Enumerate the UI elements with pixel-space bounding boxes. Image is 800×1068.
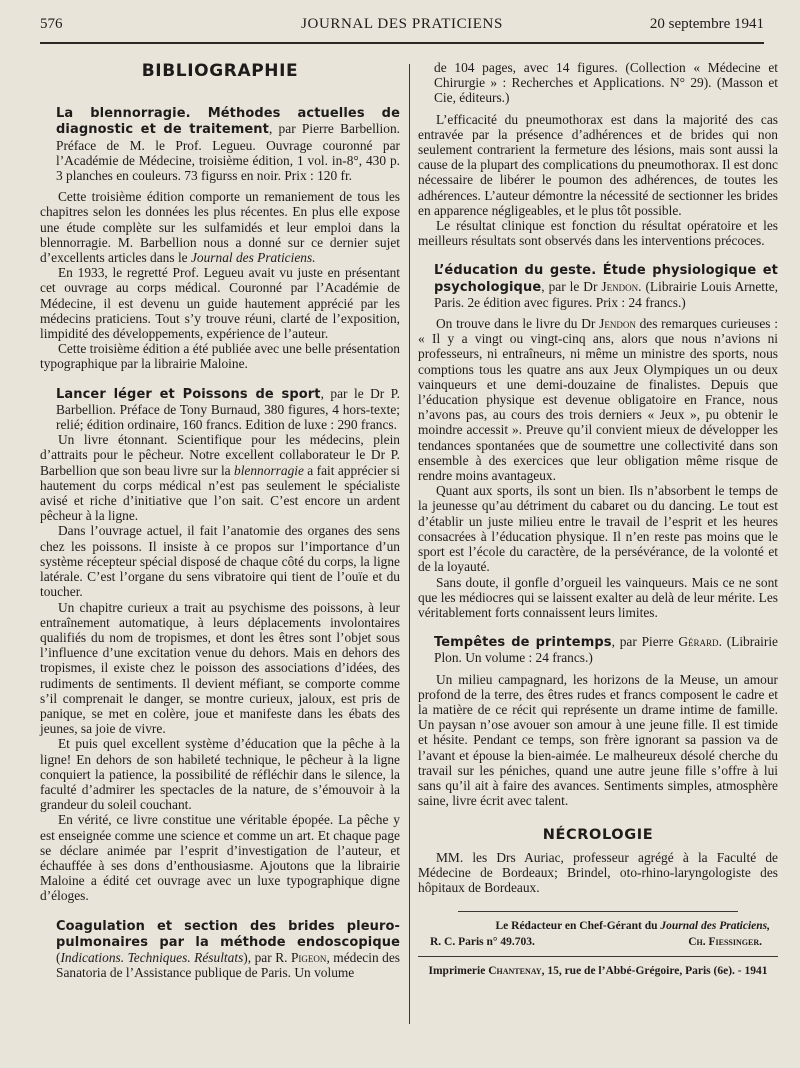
right-column (418, 60, 778, 979)
page-footer (418, 911, 778, 979)
page-header (40, 16, 764, 40)
printer-line: Imprimerie Chantenay, 15, rue de l’Abbé-Grégoire, Paris (6e). - 1941 (428, 965, 768, 978)
paragraph: Un livre étonnant. Scientifique pour les médecins, plein d’attraits pour le pêcheur. Notre excellent collaborateur le Dr P. Barbellion que son beau livre sur la blennorragie a fait apprécier si hautement du corps médical n’est pas seulement le spécialiste avisé et riche d’initiative que l’on sait. C’est encore un ardent pêcheur à la ligne. (40, 432, 400, 524)
entry-heading: Tempêtes de printemps, par Pierre Gérard. (Librairie Plon. Un volume : 24 francs.) (434, 634, 778, 666)
column-divider (409, 64, 410, 1024)
necrology-title: NÉCROLOGIE (542, 827, 654, 844)
issue-date: 20 septembre 1941 (649, 16, 764, 32)
paragraph: Sans doute, il gonfle d’orgueil les vainqueurs. Mais ce ne sont que les médiocres qui se laissent exalter au delà de leur mérite. Les véritablement forts connaissent leurs limites. (418, 574, 778, 620)
paragraph: L’efficacité du pneumothorax est dans la majorité des cas entravée par la présence d’adhérences et de brides qui non seulement contrarient la fermeture des lésions, mais sont aussi la cause de la plupart des complications du pneumothorax. Il est donc nécessaire de libérer le poumon des adhérences, de toutes les adhérences. L’auteur démontre la nécessité de sectionner les brides en apparence négligeables, et le plus tôt possible. (418, 111, 778, 218)
review-blennorragie (40, 105, 400, 371)
entry-details: , par le Dr P. Barbellion. Préface de Tony Burnaud, 380 figures, 4 hors-texte; relié; édition ordinaire, 160 francs. Edition de luxe : 290 francs. (56, 385, 400, 433)
editor-line: Le Rédacteur en Chef-Gérant du Journal des Praticiens, (495, 920, 770, 933)
paragraph: Cette troisième édition a été publiée avec une belle présentation typographique par la librairie Maloine. (40, 341, 400, 372)
paragraph: Le résultat clinique est fonction du résultat opératoire et les meilleurs résultats sont observés dans les interventions précoces. (418, 218, 778, 249)
review-tempetes (418, 634, 778, 808)
entry-title: La blennorragie. Méthodes actuelles de diagnostic et de traitement (56, 106, 400, 138)
entry-heading: Coagulation et section des brides pleuro-pulmonaires par la méthode endoscopique (Indications. Techniques. Résultats), par R. Pigeon, médecin des Sanatoria de l’Assistance publique de Paris. Un volume (56, 918, 400, 981)
entry-heading (40, 105, 400, 183)
paragraph: En vérité, ce livre constitue une véritable épopée. La pêche y est enseignée comme une science et comme un art. Et chaque page se déclare animée par l’esprit d’investigation de l’auteur, et échauffée à ses dons d’enthousiasme. Ajoutons que la librairie Maloine a édité cet ouvrage avec un luxe typographique digne d’éloges. (40, 812, 400, 904)
review-lancer-leger (40, 386, 400, 904)
left-column (40, 60, 400, 980)
paragraph: Quant aux sports, ils sont un bien. Ils n’absorbent le temps de la jeunesse qu’au détriment du cabaret ou du dancing. Le tout est d’établir un juste milieu entre le travail de l’esprit et les heures consacrées à l’éducation physique. Il n’en reste pas moins que le sport est l’école du caractère, de la persévérance, de la volonté et de la loyauté. (418, 483, 778, 575)
page-number: 576 (40, 16, 63, 32)
journal-title: JOURNAL DES PRATICIENS (301, 16, 503, 32)
paragraph: On trouve dans le livre du Dr Jendon des remarques curieuses : « Il y a vingt ou vingt-cinq ans, alors que nous n’avions ni professeurs, ni entraîneurs, ni même un ministre des sports, nous comptions tous les quatre ans aux Jeux Olympiques un ou deux vainqueurs et une demi-douzaine de finalistes. Depuis que l’éducation physique est devenue obligatoire en France, nous n’avons pas, au cours des trois derniers « Jeux », pu obtenir le moindre accessit ». Preuve qu’il convient mieux de développer les tendances spontanées que de soumettre une collectivité dans son ensemble à des exercices que leur obligation même risque de rendre moins avantageux. (418, 316, 778, 484)
entry-continuation: de 104 pages, avec 14 figures. (Collection « Médecine et Chirurgie » : Recherches et Applications. N° 29). (Masson et Cie, éditeurs.) (434, 60, 778, 106)
entry-title: Lancer léger et Poissons de sport (56, 386, 321, 402)
registration-number: R. C. Paris n° 49.703. (430, 936, 535, 949)
necrology-text: MM. les Drs Auriac, professeur agrégé à la Faculté de Médecine de Bordeaux; Brindel, oto-rhino-laryngologiste des hôpitaux de Bordeaux. (418, 849, 778, 895)
entry-title: L’éducation du geste. Étude physiologique et psychologique (434, 263, 778, 295)
entry-title: Tempêtes de printemps (434, 635, 612, 651)
paragraph: Dans l’ouvrage actuel, il fait l’anatomie des organes des sens chez les poissons. Il insiste à ce propos sur l’importance d’un système récepteur spécial disposé de chaque côté du corps, la ligne latérale. C’est l’organe du sens vibratoire qui tient de l’ouïe et du toucher. (40, 523, 400, 600)
entry-details: , par Pierre Barbellion. Préface de M. le Prof. Legueu. Ouvrage couronné par l’Académie de Médecine, troisième édition, 1 vol. in-8°, 430 p. 3 planches en couleurs. 73 figurss en noir. Prix : 120 fr. (56, 121, 400, 184)
review-coagulation (40, 918, 400, 981)
entry-heading: L’éducation du geste. Étude physiologique et psychologique, par le Dr Jendon. (Librairie Louis Arnette, Paris. 2e édition avec figures. Prix : 24 francs.) (434, 263, 778, 310)
entry-title: Coagulation et section des brides pleuro-pulmonaires par la méthode endoscopique (56, 918, 400, 950)
paragraph: Un milieu campagnard, les horizons de la Meuse, un amour profond de la terre, des êtres rudes et francs composent le cadre et la matière de ce récit qui représente un drame intime de famille. Un paysan n’ose avouer son amour à une jeune fille. Il est timide et hésite. Pendant ce temps, son frère ignorant sa passion va de l’avant et épouse la bien-aimée. Le malheureux désolé cherche du travail sur les péniches, quand une autre jeune fille s’offre à lui sans qu’il ait à faire des avances. Sentiments simples, atmosphère saine, livre écrit avec talent. (418, 671, 778, 809)
editor-name: Ch. Fiessinger. (688, 936, 762, 949)
review-education-geste (418, 262, 778, 620)
paragraph: Cette troisième édition comporte un remaniement de tous les chapitres selon les données les plus récentes. En plus elle expose une étude complète sur les sulfamidés et leur emploi dans la blennorragie. M. Barbellion nous a donné sur ce dernier sujet d’excellents articles dans le Journal des Praticiens. (40, 189, 400, 266)
header-rule (40, 42, 764, 44)
section-title: BIBLIOGRAPHIE (141, 61, 299, 81)
entry-heading (40, 386, 400, 433)
paragraph: Un chapitre curieux a trait au psychisme des poissons, à leur entraînement automatique, à leurs déplacements involontaires qualifiés du nom de tropismes, et dont les êtres sont l’objet sous l’influence d’une excitation venue du dehors. Mais en dehors des tropismes, il existe chez le poisson des associations d’idées, des rudiments de sentiments. Il devient méfiant, se comporte comme s’il comprenait le danger, se montre curieux, jaloux, est pris de panique, se met en colère, joue et manifeste dans les ébats des jeunes, sa joie de vivre. (40, 599, 400, 737)
paragraph: En 1933, le regretté Prof. Legueu avait vu juste en présentant cet ouvrage au corps médical. Couronné par l’Académie de Médecine, il est devenu un guide hautement apprécié par les médecins praticiens. Tout s’y trouve réuni, clarté de l’exposition, limpidité des développements, expérience de l’auteur. (40, 265, 400, 342)
paragraph: Et puis quel excellent système d’éducation que la pêche à la ligne! En dehors de son habileté technique, le pêcheur à la ligne conquiert la patience, la possibilité de réfléchir dans le silence, la faculté d’admirer les spectacles de la nature, de s’émouvoir à la grandeur du soleil couchant. (40, 736, 400, 813)
registration-line (418, 934, 778, 950)
